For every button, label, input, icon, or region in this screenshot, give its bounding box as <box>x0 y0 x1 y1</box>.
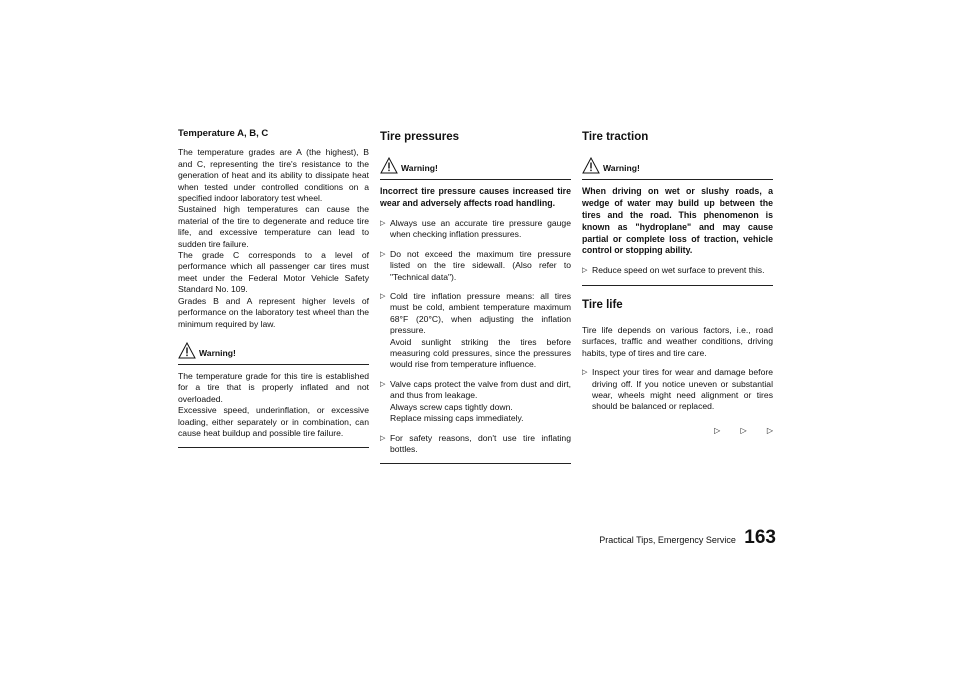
warning-text: Excessive speed, underinflation, or excessive loading, either separately or in combination, can cause heat buildup and possible tire failure. <box>178 405 369 438</box>
warning-label: Warning! <box>199 347 236 358</box>
bullet-text: Reduce speed on wet surface to prevent this. <box>592 265 765 276</box>
warning-triangle-icon <box>380 157 398 175</box>
bullet-item <box>380 218 571 241</box>
section-title-tire-traction: Tire traction <box>582 131 649 143</box>
paragraph: The temperature grades are A (the highest), B and C, representing the tire's resistance to the generation of heat and its ability to dissipate heat when tested under controlled conditions on a specified indoor laboratory test wheel. <box>178 147 369 204</box>
warning-text: The temperature grade for this tire is established for a tire that is properly inflated and not overloaded. <box>178 370 369 404</box>
column-3 <box>582 128 773 436</box>
bullet-triangle-icon: ▷ <box>380 250 386 258</box>
bullet-text: Replace missing caps immediately. <box>390 413 524 424</box>
warning-header <box>178 342 369 365</box>
bullet-triangle-icon: ▷ <box>380 380 386 388</box>
paragraph: The grade C corresponds to a level of performance which all passenger car tires must meet under the Federal Motor Vehicle Safety Standard No. 109. <box>178 250 369 295</box>
continue-arrow-icon: ▷ <box>766 425 773 435</box>
footer-section-label: Practical Tips, Emergency Service <box>599 535 736 545</box>
section-title-tire-life: Tire life <box>582 298 623 311</box>
warning-header <box>582 157 773 180</box>
paragraph: Sustained high temperatures can cause the material of the tire to degenerate and reduce tire life, and excessive temperature can lead to sudden tire failure. <box>178 204 369 249</box>
continue-arrow-icon: ▷ <box>714 425 721 435</box>
page-footer <box>580 527 776 549</box>
bullet-text: Inspect your tires for wear and damage before driving off. If you notice uneven or substantial wear, wheels might need alignment or tires should be balanced or replaced. <box>592 367 773 412</box>
divider <box>380 463 571 464</box>
bullet-text: Valve caps protect the valve from dust and dirt, and thus from leakage. <box>390 378 571 401</box>
bullet-triangle-icon: ▷ <box>380 434 386 442</box>
warning-statement: Incorrect tire pressure causes increased tire wear and adversely affects road handling. <box>380 186 571 209</box>
warning-label: Warning! <box>603 163 640 174</box>
continue-arrow-icon: ▷ <box>740 425 747 435</box>
divider <box>582 285 773 286</box>
bullet-item <box>582 367 773 413</box>
page-number: 163 <box>744 527 776 548</box>
section-title-tire-pressures: Tire pressures <box>380 131 460 143</box>
subheading-temperature: Temperature A, B, C <box>178 128 269 139</box>
column-2 <box>380 128 571 464</box>
paragraph: Grades B and A represent higher levels of performance on the laboratory test wheel than the minimum required by law. <box>178 295 369 329</box>
warning-triangle-icon <box>582 157 600 175</box>
bullet-item <box>380 291 571 371</box>
divider <box>178 447 369 448</box>
bullet-triangle-icon: ▷ <box>582 267 588 275</box>
warning-statement: When driving on wet or slushy roads, a wedge of water may build up between the tires and the road. This phenomenon is known as "hydroplane" and may cause partial or complete loss of traction, vehicle control or stopping ability. <box>582 186 773 256</box>
bullet-item <box>380 433 571 456</box>
bullet-text: Always use an accurate tire pressure gauge when checking inflation pressures. <box>390 218 571 240</box>
bullet-item <box>380 249 571 283</box>
bullet-text: Always screw caps tightly down. <box>390 401 513 412</box>
bullet-text: Avoid sunlight striking the tires before measuring cold pressures, since the pressures would rise from temperature influence. <box>390 336 571 370</box>
warning-header <box>380 157 571 180</box>
column-1 <box>178 128 369 448</box>
paragraph: Tire life depends on various factors, i.e., road surfaces, traffic and weather conditions, driving habits, type of tires and tire care. <box>582 325 773 358</box>
bullet-item <box>380 379 571 425</box>
bullet-item <box>582 265 773 276</box>
bullet-text: Do not exceed the maximum tire pressure listed on the tire sidewall. (Also refer to "Technical data"). <box>390 248 571 282</box>
warning-label: Warning! <box>401 163 438 174</box>
warning-triangle-icon <box>178 342 196 360</box>
bullet-text: For safety reasons, don't use tire inflating bottles. <box>390 432 571 454</box>
continued-arrows <box>582 425 773 436</box>
bullet-triangle-icon: ▷ <box>582 369 588 377</box>
bullet-triangle-icon: ▷ <box>380 293 386 301</box>
bullet-triangle-icon: ▷ <box>380 220 386 227</box>
bullet-text: Cold tire inflation pressure means: all tires must be cold, ambient temperature maximum 68°F (20°C), when adjusting the inflation pressure. <box>390 291 571 336</box>
